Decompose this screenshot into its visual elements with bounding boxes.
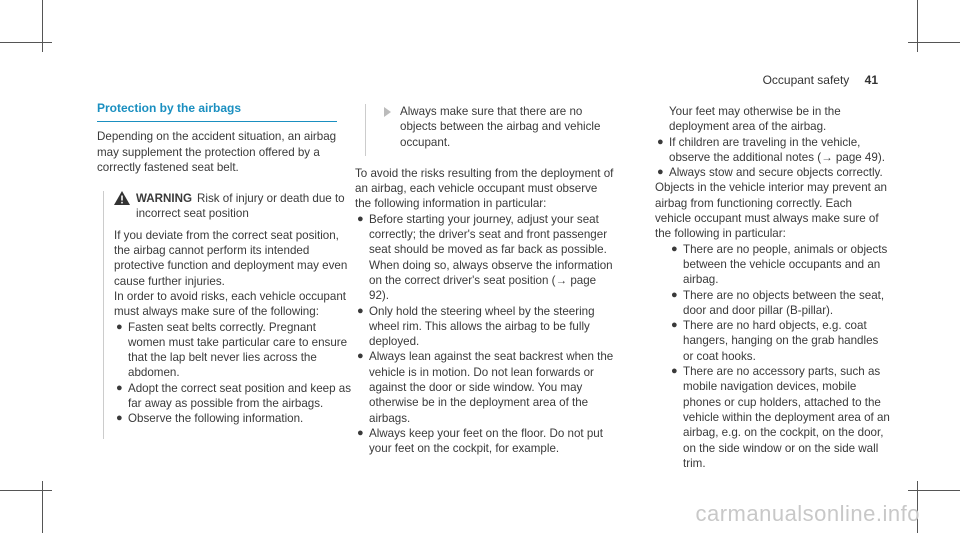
list-item: ● Always keep your feet on the floor. Do not put your feet on the cockpit, for example.	[357, 426, 603, 456]
page-number: 41	[864, 73, 878, 87]
crop-mark	[42, 481, 43, 533]
col2-list	[355, 212, 615, 457]
list-item: ● There are no people, animals or objects between the vehicle occupants and an airbag.	[671, 242, 888, 287]
list-item: ● Observe the following information.	[116, 412, 304, 426]
col3-sub-list	[655, 242, 890, 471]
warning-box	[103, 191, 352, 438]
list-item: ● Only hold the steering wheel by the steering wheel rim. This allows the airbag to be fully deployed.	[357, 304, 595, 349]
crop-mark	[908, 42, 960, 43]
col3-paragraph: Objects in the vehicle interior may prevent an airbag from functioning correctly. Each vehicle occupant must always make sure of the following in particular:	[655, 181, 887, 241]
warning-para-2: In order to avoid risks, each vehicle occupant must always make sure of the following:	[114, 289, 346, 319]
list-item: ● There are no hard objects, e.g. coat hangers, hanging on the grab handles or coat hooks.	[671, 319, 879, 363]
list-item: ● Before starting your journey, adjust your seat correctly; the driver's seat and front passenger seat should be moved as far back as possible. When doing so, always observe the information on the correct driver's seat position (→ page 92).	[355, 212, 615, 304]
watermark: carmanualsonline.info	[695, 501, 920, 526]
column-1	[97, 101, 352, 439]
page-header	[763, 73, 878, 87]
crop-mark	[0, 490, 52, 491]
crop-mark	[908, 490, 960, 491]
column-2	[355, 104, 615, 457]
play-arrow-icon	[384, 107, 391, 117]
col2-intro: To avoid the risks resulting from the deployment of an airbag, each vehicle occupant must observe the following information in particular:	[355, 166, 614, 211]
warning-triangle-icon	[114, 191, 130, 205]
crop-mark	[0, 42, 52, 43]
note-text: Always make sure that there are no objects between the airbag and vehicle occupant.	[400, 105, 601, 149]
list-item: ● There are no accessory parts, such as mobile navigation devices, mobile phones or cup holders, attached to the vehicle within the deployment area of an airbag, e.g. on the cockpit, on the door, on the side window or on the side wall trim.	[671, 365, 890, 470]
continued-text: Your feet may otherwise be in the deployment area of the airbag.	[669, 105, 841, 134]
note-box	[365, 104, 615, 156]
list-item: ● Always lean against the seat backrest when the vehicle is in motion. Do not lean forwards or against the door or side window. You may otherwise be in the deployment area of the airbags.	[357, 350, 614, 425]
list-item: ● Fasten seat belts correctly. Pregnant women must take particular care to ensure that the lap belt never lies across the abdomen.	[116, 320, 348, 380]
warning-para-1: If you deviate from the correct seat position, the airbag cannot perform its intended protective function and deployment may even cause further injuries.	[114, 228, 348, 288]
intro-paragraph: Depending on the accident situation, an airbag may supplement the protection offered by a correctly fastened seat belt.	[97, 130, 337, 174]
col3-list	[655, 135, 890, 181]
warning-label: WARNING	[136, 192, 193, 206]
section-title: Occupant safety	[762, 73, 850, 87]
warning-list	[114, 320, 352, 427]
list-item: ● Always stow and secure objects correctly.	[657, 166, 883, 180]
warning-lead: Risk of injury or death due to incorrect seat position	[136, 192, 345, 221]
crop-mark	[917, 0, 918, 52]
list-item: ● If children are traveling in the vehicle, observe the additional notes (→ page 49).	[657, 135, 885, 164]
list-item: ● Adopt the correct seat position and keep as far away as possible from the airbags.	[116, 381, 351, 411]
list-item: ● There are no objects between the seat, door and door pillar (B-pillar).	[671, 288, 885, 317]
column-3	[655, 104, 890, 471]
crop-mark	[42, 0, 43, 52]
heading-protection-airbags: Protection by the airbags	[97, 101, 337, 122]
list-item-extra: When doing so, always observe the information on the correct driver's seat position (→ page 92).	[369, 258, 613, 303]
